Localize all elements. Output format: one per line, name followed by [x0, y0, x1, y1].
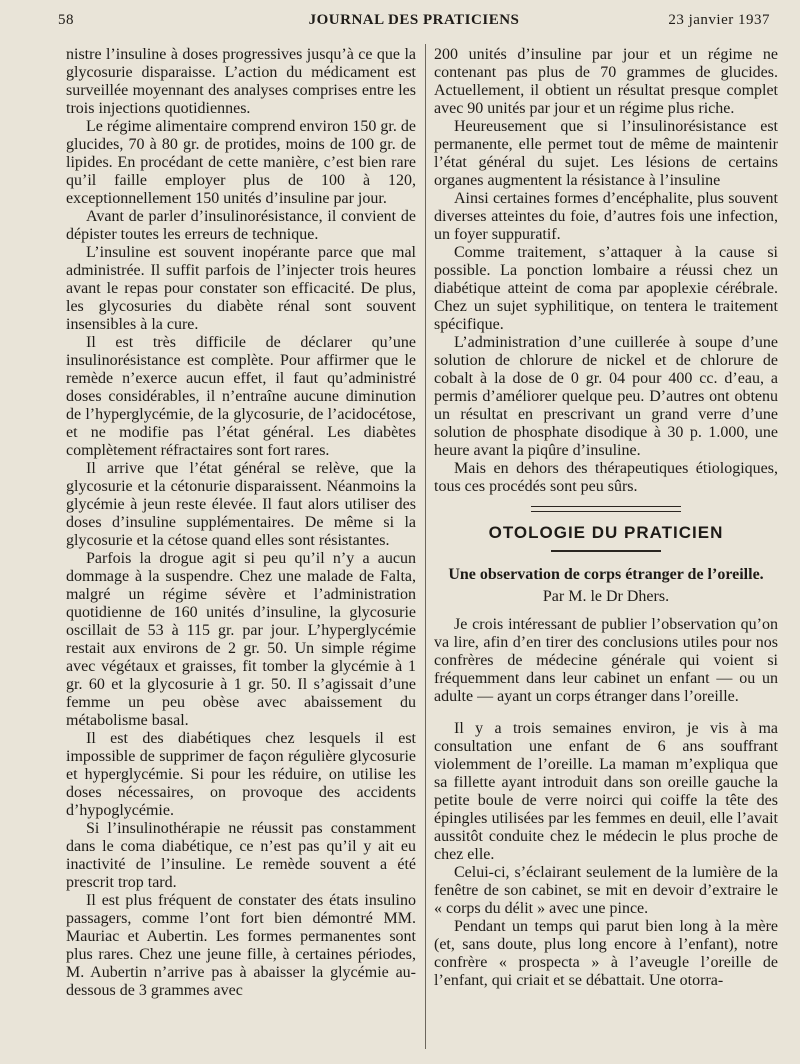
section-title: OTOLOGIE DU PRATICIEN	[488, 523, 724, 542]
paragraph: Comme traitement, s’attaquer à la cause si possible. La ponction lombaire a réussi chez un diabétique atteint de coma par apoplexie cérébrale. Chez un sujet syphilitique, on tentera le traitement spécifique.	[434, 244, 778, 333]
paragraph: Il est plus fréquent de constater des états insulino passagers, comme l’ont fort bien démontré MM. Mauriac et Aubertin. Les formes permanentes sont plus rares. Chez une jeune fille, à certaines périodes, M. Aubertin n’arrive pas à abaisser la glycémie au-dessous de 3 grammes avec	[66, 892, 416, 999]
right-column	[434, 46, 778, 990]
issue-date: 23 janvier 1937	[668, 12, 770, 28]
paragraph: Celui-ci, s’éclairant seulement de la lumière de la fenêtre de son cabinet, se mit en devoir d’extraire le « corps du délit » avec une pince.	[434, 864, 778, 917]
paragraph: Il arrive que l’état général se relève, que la glycosurie et la cétonurie disparaissent. Néanmoins la glycémie à jeun reste élevée. Il faut alors utiliser des doses d’insuline supplémentaires. De même si la glycosurie et la cétose quand elles sont résistantes.	[66, 460, 416, 549]
article-title: Une observation de corps étranger de l’oreille.	[448, 566, 764, 583]
page-header	[58, 12, 770, 34]
paragraph: L’insuline est souvent inopérante parce que mal administrée. Il suffit parfois de l’injecter trois heures avant le repas pour constater son efficacité. De plus, les glycosuries du diabète rénal sont souvent insensibles à la cure.	[66, 244, 416, 333]
paragraph: L’administration d’une cuillerée à soupe d’une solution de chlorure de nickel et de chlorure de cobalt à la dose de 0 gr. 04 pour 400 cc. d’eau, a permis d’améliorer quelque peu. D’autres ont obtenu un résultat en prescrivant un grand verre d’une solution de phosphate disodique à 30 p. 1.000, une heure avant la piqûre d’insuline.	[434, 334, 778, 459]
paragraph: Le régime alimentaire comprend environ 150 gr. de glucides, 70 à 80 gr. de protides, moins de 100 gr. de lipides. En procédant de cette manière, c’est bien rare qu’il faille employer plus de 100 à 120, exceptionnellement 150 unités d’insuline par jour.	[66, 118, 416, 207]
paragraph: Je crois intéressant de publier l’observation qu’on va lire, afin d’en tirer des conclusions utiles pour nos confrères de médecine générale qui voient si fréquemment dans leur cabinet un enfant — ou un adulte — ayant un corps étranger dans l’oreille.	[434, 616, 778, 705]
section-separator	[531, 506, 681, 512]
column-divider	[425, 44, 426, 1049]
section-underline	[551, 550, 661, 552]
paragraph: Avant de parler d’insulinorésistance, il convient de dépister toutes les erreurs de technique.	[66, 208, 416, 243]
paragraph: Ainsi certaines formes d’encéphalite, plus souvent diverses atteintes du foie, d’autres fois une infection, un foyer suppuratif.	[434, 190, 778, 243]
paragraph: Il est très difficile de déclarer qu’une insulinorésistance est complète. Pour affirmer que le remède n’exerce aucun effet, il faut qu’administré doses considérables, il n’entraîne aucune diminution de l’hyperglycémie, de la glycosurie, de l’acidocétose, et ne modifie pas l’état général. Les diabètes complètement réfractaires sont fort rares.	[66, 334, 416, 459]
paragraph-gap	[434, 706, 778, 720]
byline: Par M. le Dr Dhers.	[542, 588, 670, 605]
paragraph: Mais en dehors des thérapeutiques étiologiques, tous ces procédés sont peu sûrs.	[434, 460, 778, 495]
paragraph: Si l’insulinothérapie ne réussit pas constamment dans le coma diabétique, ce n’est pas qu’il y ait eu inactivité de l’insuline. Le remède souvent a été prescrit trop tard.	[66, 820, 416, 891]
left-column	[66, 46, 416, 1000]
page-number: 58	[58, 12, 74, 28]
paragraph: Parfois la drogue agit si peu qu’il n’y a aucun dommage à la suspendre. Chez une malade de Falta, malgré un régime sévère et l’administration quotidienne de 160 unités d’insuline, la glycosurie oscillait de 53 à 115 gr. par jour. L’hyperglycémie restait aux environs de 2 gr. 50. Un simple régime avec végétaux et graisses, fit tomber la glycémie à 1 gr. 60 et la glycosurie à 1 gr. 50. Il s’agissait d’une femme un peu obèse avec abaissement du métabolisme basal.	[66, 550, 416, 729]
paragraph: Il est des diabétiques chez lesquels il est impossible de supprimer de façon régulière glycosurie et hyperglycémie. Si pour les réduire, on utilise les doses nécessaires, on provoque des accidents d’hypoglycémie.	[66, 730, 416, 819]
paragraph: Heureusement que si l’insulinorésistance est permanente, elle permet tout de même de maintenir l’état général du sujet. Les lésions de certains organes augmentent la résistance à l’insuline	[434, 118, 778, 189]
journal-title: JOURNAL DES PRATICIENS	[308, 12, 520, 28]
paragraph: Il y a trois semaines environ, je vis à ma consultation une enfant de 6 ans souffrant violemment de l’oreille. La maman m’expliqua que sa fillette ayant introduit dans son oreille gauche la petite boule de verre noirci qui coiffe la tête des épingles utilisées par les femmes en deuil, elle l’avait aussitôt conduite chez le médecin le plus proche de chez elle.	[434, 720, 778, 863]
paragraph: Pendant un temps qui parut bien long à la mère (et, sans doute, plus long encore à l’enfant), notre confrère « prospecta » à l’aveugle l’oreille de l’enfant, qui criait et se débattait. Une otorra-	[434, 918, 778, 989]
paragraph: 200 unités d’insuline par jour et un régime ne contenant pas plus de 70 grammes de glucides. Actuellement, il obtient un résultat presque complet avec 90 unités par jour et un régime plus riche.	[434, 46, 778, 117]
paragraph: nistre l’insuline à doses progressives jusqu’à ce que la glycosurie disparaisse. L’action du médicament est surveillée moyennant des analyses comprises entre les trois injections quotidiennes.	[66, 46, 416, 117]
